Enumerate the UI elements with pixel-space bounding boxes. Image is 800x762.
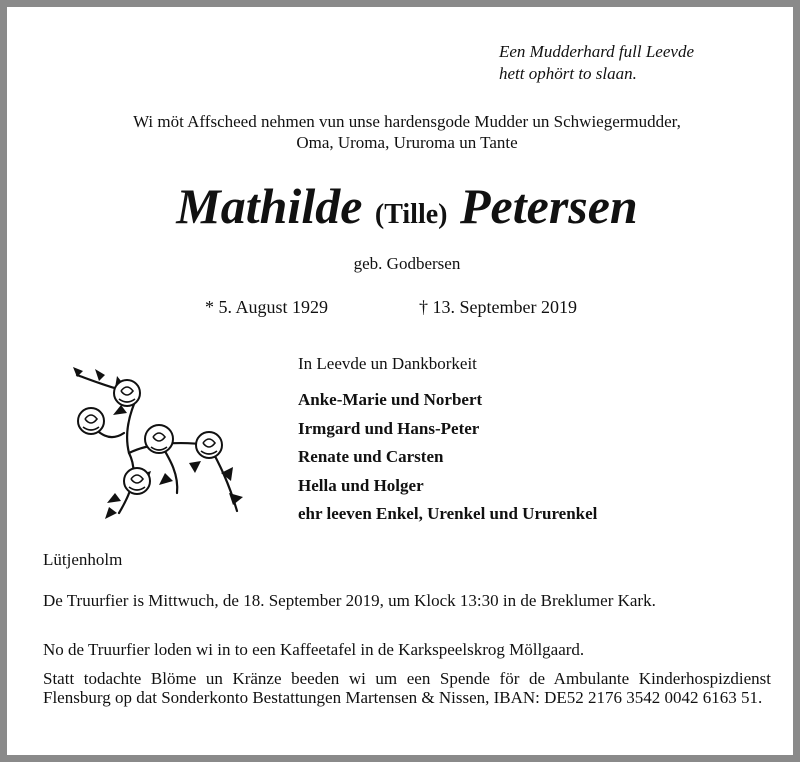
birth-name: geb. Godbersen	[353, 254, 461, 273]
family-member: Irmgard und Hans-Peter	[298, 418, 480, 438]
intro-line-1: Wi möt Affscheed nehmen vun unse hardensgode Mudder un Schwiegermudder,	[133, 112, 681, 131]
nickname: (Tille)	[374, 199, 448, 230]
thanks-line: In Leevde un Dankborkeit	[298, 354, 477, 373]
funeral-info: De Truurfier is Mittwuch, de 18. September 2019, um Klock 13:30 in de Breklumer Kark.	[43, 591, 656, 610]
family-list	[298, 386, 597, 529]
intro-text	[27, 111, 787, 153]
family-member: Renate und Carsten	[298, 447, 444, 466]
family-member: Hella und Holger	[298, 475, 424, 495]
donation-info: Statt todachte Blöme un Kränze beeden wi um een Spende för de Ambulante Kinderhospizdienst Flensburg op dat Sonderkonto Bestattungen Martensen & Nissen, IBAN: DE52 2176 3542 0042 6163 51.	[43, 669, 771, 707]
family-member: ehr leeven Enkel, Urenkel und Ururenkel	[298, 504, 598, 523]
roses-illustration	[69, 363, 249, 523]
family-member: Anke-Marie und Norbert	[298, 390, 483, 409]
intro-line-2: Oma, Uroma, Ururoma un Tante	[296, 133, 518, 152]
last-name: Petersen	[460, 178, 638, 234]
epigraph-line-2: hett ophört to slaan.	[499, 64, 637, 83]
deceased-name	[27, 171, 787, 250]
place-name: Lütjenholm	[43, 550, 123, 569]
epigraph-line-1: Een Mudderhard full Leevde	[499, 42, 694, 61]
reception-info: No de Truurfier loden wi in to een Kaffeetafel in de Karkspeelskrog Möllgaard.	[43, 640, 585, 659]
birth-date: * 5. August 1929	[205, 297, 329, 317]
first-name: Mathilde	[176, 178, 363, 234]
death-date: † 13. September 2019	[419, 297, 577, 317]
epigraph	[499, 41, 789, 85]
